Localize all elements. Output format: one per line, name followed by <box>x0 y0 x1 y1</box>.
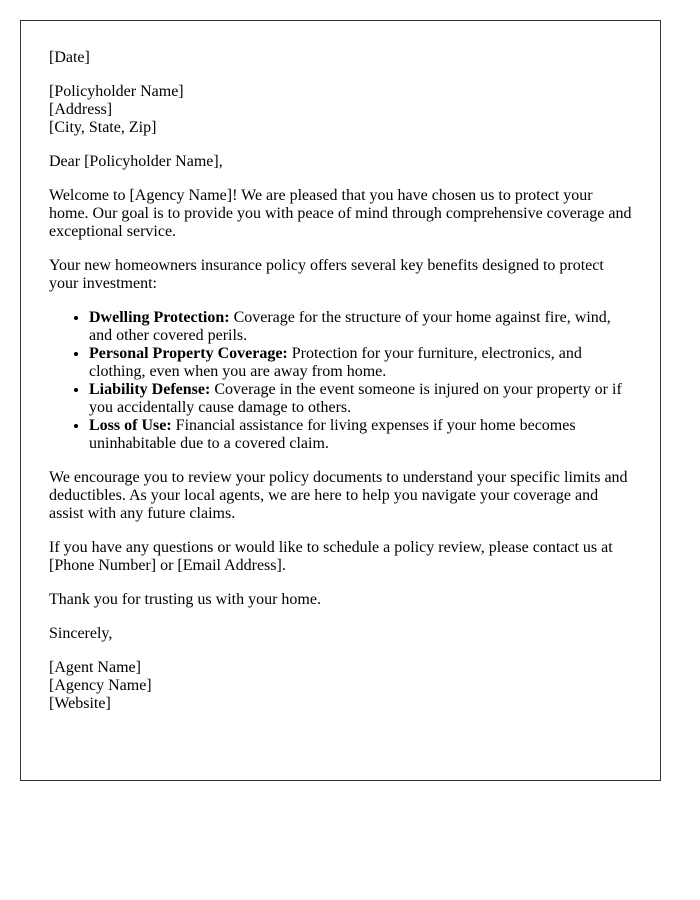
benefit-title: Personal Property Coverage: <box>89 345 288 362</box>
benefit-text: Coverage for the structure of your home against fire, wind, and other covered perils. <box>89 309 611 344</box>
benefit-item <box>89 309 632 345</box>
review-paragraph: We encourage you to review your policy documents to understand your specific limits and deductibles. As your local agents, we are here to help you navigate your coverage and assist with any future claims. <box>49 469 628 522</box>
benefit-item <box>89 381 632 417</box>
contact-paragraph: If you have any questions or would like to schedule a policy review, please contact us at [Phone Number] or [Email Address]. <box>49 539 613 574</box>
recipient-name: [Policyholder Name] <box>49 83 184 100</box>
benefit-title: Loss of Use: <box>89 417 172 434</box>
benefit-title: Liability Defense: <box>89 381 211 398</box>
website: [Website] <box>49 695 111 712</box>
date: [Date] <box>49 49 90 66</box>
recipient-city-state-zip: [City, State, Zip] <box>49 119 157 136</box>
salutation: Dear [Policyholder Name], <box>49 153 223 170</box>
benefit-text: Coverage in the event someone is injured on your property or if you accidentally cause damage to others. <box>89 381 622 416</box>
intro-paragraph: Welcome to [Agency Name]! We are pleased that you have chosen us to protect your home. Our goal is to provide you with peace of mind through comprehensive coverage and exceptional service. <box>49 187 632 240</box>
closing: Sincerely, <box>49 625 113 642</box>
benefit-title: Dwelling Protection: <box>89 309 230 326</box>
recipient-block <box>49 83 632 137</box>
agency-name: [Agency Name] <box>49 677 152 694</box>
benefits-intro-paragraph: Your new homeowners insurance policy offers several key benefits designed to protect your investment: <box>49 257 604 292</box>
benefit-text: Protection for your furniture, electronics, and clothing, even when you are away from home. <box>89 345 582 380</box>
agent-name: [Agent Name] <box>49 659 141 676</box>
letter <box>20 20 661 781</box>
benefits-list <box>49 309 632 453</box>
thanks-paragraph: Thank you for trusting us with your home. <box>49 591 321 608</box>
signature-block <box>49 659 632 713</box>
benefit-item <box>89 417 632 453</box>
benefit-text: Financial assistance for living expenses if your home becomes uninhabitable due to a covered claim. <box>89 417 576 452</box>
benefit-item <box>89 345 632 381</box>
recipient-address: [Address] <box>49 101 113 118</box>
